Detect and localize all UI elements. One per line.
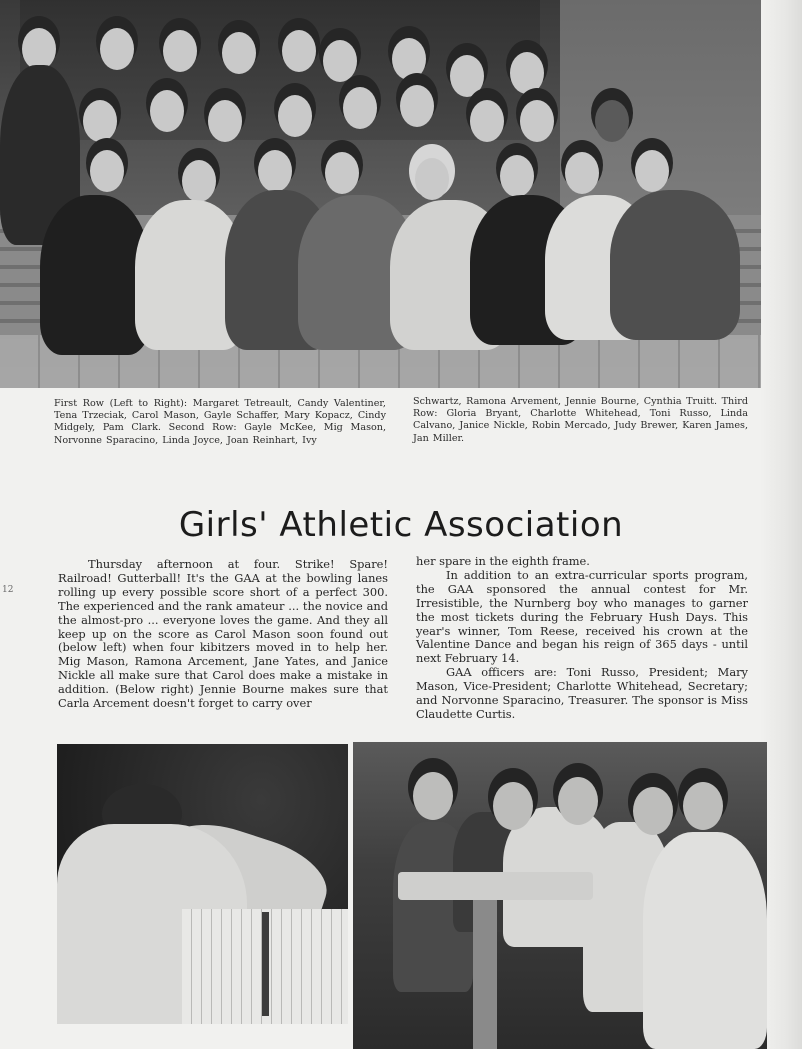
photo-figure: [182, 160, 216, 202]
photo-figure: [400, 85, 434, 127]
photo-figure: [595, 100, 629, 142]
photo-figure: [413, 772, 453, 820]
photo-figure: [683, 782, 723, 830]
group-photo-caption-left: First Row (Left to Right): Margaret Tetreault, Candy Valentiner, Tena Trzeciak, Carol Mason, Gayle Schaffer, Mary Kopacz, Cindy Midgely, Pam Clark. Second Row: Gayle McKee, Mig Mason, Norvonne Sparacino, Linda Joyce, Joan Reinhart, Ivy: [54, 398, 386, 446]
photo-figure: [323, 40, 357, 82]
photo-figure: [633, 787, 673, 835]
photo-figure: [100, 28, 134, 70]
photo-figure: [520, 100, 554, 142]
photo-figure: [83, 100, 117, 142]
photo-figure: [470, 100, 504, 142]
photo-figure-body: [643, 832, 767, 1049]
group-photo: [0, 0, 761, 388]
photo-figure-body: [40, 195, 150, 355]
article-column-left: [58, 558, 388, 711]
photo-figure: [278, 95, 312, 137]
photo-figure: [493, 782, 533, 830]
page-title: Girls' Athletic Association: [178, 504, 624, 545]
bowling-group-photo: [353, 742, 767, 1049]
group-photo-caption-right: Schwartz, Ramona Arvement, Jennie Bourne, Cynthia Truitt. Third Row: Gloria Bryant, Charlotte Whitehead, Toni Russo, Linda Calvano, Janice Nickle, Robin Mercado, Judy Brewer, Karen James, Jan Miller.: [413, 396, 748, 444]
photo-figure: [558, 777, 598, 825]
photo-figure: [150, 90, 184, 132]
article-paragraph: Thursday afternoon at four. Strike! Spare! Railroad! Gutterball! It's the GAA at the bowling lanes rolling up every possible score short of a perfect 300. The experienced and the rank amateur ... the novice and the almost-pro ... everyone loves the game. And they all keep up on the score as Carol Mason soon found out (below left) when four kibitzers moved in to help her. Mig Mason, Ramona Arcement, Jane Yates, and Janice Nickle all make sure that Carol does make a mistake in addition. (Below right) Jennie Bourne makes sure that Carla Arcement doesn't forget to carry over: [58, 557, 388, 711]
photo-score-ruler: [262, 912, 269, 1016]
photo-figure: [450, 55, 484, 97]
photo-table: [398, 872, 593, 900]
photo-figure-body: [610, 190, 740, 340]
photo-figure: [325, 152, 359, 194]
photo-figure: [258, 150, 292, 192]
photo-figure: [635, 150, 669, 192]
photo-figure: [22, 28, 56, 70]
photo-table-pedestal: [473, 900, 497, 1049]
bowling-scoring-photo: [57, 744, 348, 1024]
photo-figure: [565, 152, 599, 194]
photo-figure: [282, 30, 316, 72]
article-paragraph: In addition to an extra-curricular sports program, the GAA sponsored the annual contest for Mr. Irresistible, the Nurnberg boy who manages to garner the most tickets during the February Hush Days. This year's winner, Tom Reese, received his crown at the Valentine Dance and began his reign of 365 days - until next February 14.: [416, 567, 748, 666]
photo-figure: [415, 158, 449, 200]
photo-figure: [500, 155, 534, 197]
photo-figure: [163, 30, 197, 72]
margin-pencil-mark: 12: [2, 585, 14, 595]
article-paragraph: her spare in the eighth frame.: [416, 554, 590, 568]
photo-figure: [208, 100, 242, 142]
photo-figure: [392, 38, 426, 80]
photo-figure: [343, 87, 377, 129]
article-paragraph: GAA officers are: Toni Russo, President; Mary Mason, Vice-President; Charlotte Whitehead, Secretary; and Norvonne Sparacino, Treasurer. The sponsor is Miss Claudette Curtis.: [416, 665, 748, 721]
photo-figure: [222, 32, 256, 74]
photo-figure: [90, 150, 124, 192]
article-column-right: [416, 555, 748, 722]
photo-figure: [510, 52, 544, 94]
